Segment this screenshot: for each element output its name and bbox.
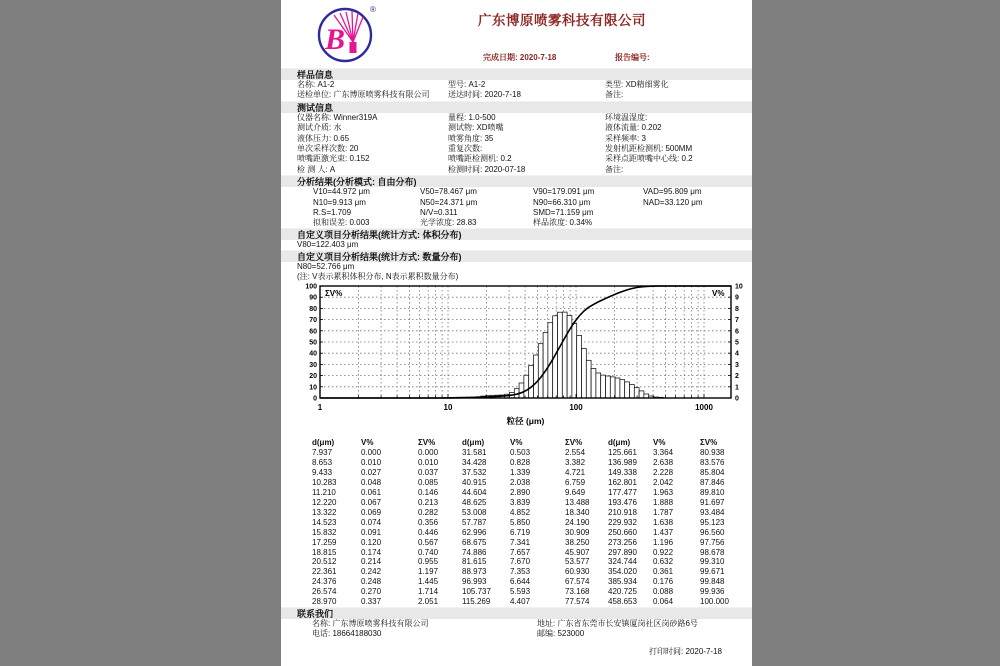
table-cell: 13.488: [565, 497, 590, 507]
svg-text:9: 9: [735, 295, 739, 303]
table-cell: 100.000: [700, 597, 729, 607]
table-cell: 0.356: [418, 517, 439, 527]
table-cell: 0.088: [653, 587, 674, 597]
table-row: [281, 518, 752, 528]
info-field: 发射机距检测机: 500MM: [605, 144, 693, 154]
table-header: ΣV%: [565, 438, 583, 448]
svg-text:90: 90: [309, 295, 317, 303]
info-field: 采样点距喷嘴中心线: 0.2: [605, 154, 693, 164]
table-cell: 2.890: [510, 488, 531, 498]
table-cell: 0.270: [361, 587, 382, 597]
table-cell: 96.560: [700, 527, 725, 537]
table-cell: 22.361: [312, 567, 337, 577]
info-field: 邮编: 523000: [537, 629, 585, 639]
table-cell: 0.000: [361, 448, 382, 458]
table-row: [281, 478, 752, 488]
table-cell: 8.653: [312, 458, 333, 468]
table-row: [281, 587, 752, 597]
info-field: 备注:: [605, 164, 624, 174]
particle-size-distribution-chart: [281, 282, 752, 434]
info-field: [643, 218, 752, 228]
table-cell: 68.675: [462, 537, 487, 547]
svg-text:10: 10: [309, 384, 317, 392]
table-header: ΣV%: [418, 438, 436, 448]
info-field: 备注:: [605, 90, 624, 100]
table-header: V%: [510, 438, 523, 448]
table-cell: 98.678: [700, 547, 725, 557]
svg-text:100: 100: [305, 283, 317, 291]
table-cell: 0.337: [361, 597, 382, 607]
table-cell: 87.846: [700, 478, 725, 488]
table-cell: 3.382: [565, 458, 586, 468]
table-cell: 0.361: [653, 567, 674, 577]
table-cell: 44.604: [462, 488, 487, 498]
table-cell: 5.593: [510, 587, 531, 597]
info-field: SMD=71.159 μm: [533, 207, 594, 217]
table-row: [281, 557, 752, 567]
distribution-note: (注: V表示累积体积分布, N表示累积数量分布): [297, 272, 459, 282]
table-row: [281, 508, 752, 518]
info-field: V90=179.091 μm: [533, 187, 595, 197]
info-field: 单次采样次数: 20: [297, 144, 359, 154]
table-cell: 0.067: [361, 497, 382, 507]
table-cell: 385.934: [608, 577, 637, 587]
table-cell: 81.615: [462, 557, 487, 567]
table-cell: 77.574: [565, 597, 590, 607]
table-header: V%: [653, 438, 666, 448]
table-cell: 67.574: [565, 577, 590, 587]
table-cell: 250.660: [608, 527, 637, 537]
table-cell: 31.581: [462, 448, 487, 458]
table-cell: 7.670: [510, 557, 531, 567]
table-cell: 2.638: [653, 458, 674, 468]
table-cell: 0.027: [361, 468, 382, 478]
svg-text:1: 1: [317, 403, 323, 413]
table-cell: 458.653: [608, 597, 637, 607]
info-field: 送检单位: 广东博原喷雾科技有限公司: [297, 90, 430, 100]
complete-date: [483, 52, 556, 63]
table-cell: 0.740: [418, 547, 439, 557]
info-field: 光学浓度: 28.83: [420, 218, 477, 228]
table-cell: 62.996: [462, 527, 487, 537]
table-row: [281, 548, 752, 558]
info-field: V50=78.467 μm: [420, 187, 477, 197]
svg-text:50: 50: [309, 339, 317, 347]
table-cell: 11.210: [312, 488, 336, 498]
table-cell: 99.936: [700, 587, 725, 597]
right-axis-legend: V%: [712, 289, 725, 299]
info-field: [643, 208, 752, 218]
table-row: [281, 488, 752, 498]
table-cell: 0.064: [653, 597, 674, 607]
table-cell: 2.554: [565, 448, 586, 458]
table-cell: 74.886: [462, 547, 487, 557]
table-cell: 177.477: [608, 488, 637, 498]
table-cell: 0.955: [418, 557, 439, 567]
table-header: d(μm): [608, 438, 631, 448]
table-row: [281, 538, 752, 548]
info-field: V10=44.972 μm: [313, 187, 370, 197]
table-cell: 80.938: [700, 448, 725, 458]
table-row: [281, 597, 752, 607]
section-title-contact: 联系我们: [281, 607, 752, 619]
registered-mark-icon: ®: [370, 5, 376, 14]
table-cell: 1.437: [653, 527, 674, 537]
table-cell: 0.037: [418, 468, 439, 478]
table-cell: 17.259: [312, 537, 337, 547]
table-cell: 0.828: [510, 458, 531, 468]
table-cell: 93.484: [700, 507, 725, 517]
contact-fields: [281, 619, 752, 640]
info-field: N/V=0.311: [420, 207, 458, 217]
table-cell: 13.322: [312, 507, 337, 517]
info-field: N90=66.310 μm: [533, 197, 591, 207]
table-cell: 1.787: [653, 507, 674, 517]
info-field: 液体压力: 0.65: [297, 133, 350, 143]
x-axis-title: 粒径 (μm): [506, 416, 545, 427]
company-name: 广东博原喷雾科技有限公司: [478, 13, 646, 28]
section-title-analysis-result: 分析结果(分析模式: 自由分布): [281, 175, 752, 187]
left-axis-labels: [305, 284, 317, 403]
table-cell: 105.737: [462, 587, 491, 597]
svg-text:0: 0: [735, 395, 739, 403]
table-cell: 2.051: [418, 597, 439, 607]
report-number-label: 报告编号:: [615, 53, 650, 62]
sample-info-fields: [281, 80, 752, 101]
table-cell: 3.364: [653, 448, 674, 458]
table-cell: 20.512: [312, 557, 337, 567]
info-field: R.S=1.709: [313, 207, 352, 217]
svg-text:10: 10: [735, 283, 743, 291]
table-cell: 4.407: [510, 597, 531, 607]
svg-text:6: 6: [735, 328, 739, 336]
table-cell: 24.190: [565, 517, 590, 527]
table-cell: 0.922: [653, 547, 674, 557]
test-info-fields: [281, 113, 752, 175]
svg-text:60: 60: [309, 328, 317, 336]
table-cell: 10.283: [312, 478, 337, 488]
print-time: [281, 646, 752, 657]
table-cell: 99.848: [700, 577, 725, 587]
table-cell: 0.074: [361, 517, 382, 527]
table-cell: 96.993: [462, 577, 487, 587]
print-time-label: 打印时间:: [649, 646, 684, 656]
table-cell: 0.213: [418, 497, 439, 507]
distribution-table: [281, 437, 752, 607]
histogram-bars: [442, 313, 663, 399]
info-field: VAD=95.809 μm: [643, 187, 702, 197]
info-field: N10=9.913 μm: [313, 197, 366, 207]
info-field: 名称: A1-2: [297, 80, 335, 89]
info-field: 地址: 广东省东莞市长安镇厦岗社区岗砂路6号: [537, 618, 698, 628]
table-cell: 18.815: [312, 547, 337, 557]
table-cell: 1.339: [510, 468, 531, 478]
table-cell: 149.338: [608, 468, 637, 478]
print-time-value: 2020-7-18: [685, 646, 722, 656]
svg-text:4: 4: [735, 351, 739, 359]
table-cell: 0.503: [510, 448, 531, 458]
report-header: [281, 0, 752, 68]
table-cell: 7.657: [510, 547, 531, 557]
svg-text:30: 30: [309, 362, 317, 370]
info-field: 喷嘴距检测机: 0.2: [448, 154, 512, 164]
table-cell: 1.445: [418, 577, 439, 587]
table-cell: 0.632: [653, 557, 674, 567]
table-cell: 45.907: [565, 547, 590, 557]
svg-text:8: 8: [735, 306, 739, 314]
svg-text:7: 7: [735, 317, 739, 325]
table-cell: 1.963: [653, 488, 674, 498]
info-field: 采样频率: 3: [605, 133, 646, 143]
table-cell: 7.341: [510, 537, 531, 547]
table-header: V%: [361, 438, 374, 448]
svg-text:2: 2: [735, 373, 739, 381]
table-cell: 48.625: [462, 497, 487, 507]
table-cell: 3.839: [510, 497, 531, 507]
info-field: 测试介质: 水: [297, 123, 342, 133]
complete-date-value: 2020-7-18: [519, 53, 557, 62]
info-field: 送达时间: 2020-7-18: [448, 90, 521, 100]
table-cell: 4.852: [510, 507, 531, 517]
table-cell: 88.973: [462, 567, 487, 577]
custom-volume-value: V80=122.403 μm: [297, 240, 359, 250]
table-cell: 0.446: [418, 527, 439, 537]
section-title-custom-number: 自定义项目分析结果(统计方式: 数量分布): [281, 250, 752, 262]
table-cell: 38.250: [565, 537, 590, 547]
table-cell: 6.644: [510, 577, 531, 587]
table-cell: 14.523: [312, 517, 337, 527]
svg-text:10: 10: [443, 403, 453, 413]
table-cell: 73.168: [565, 587, 590, 597]
svg-text:0: 0: [313, 395, 317, 403]
table-cell: 1.197: [418, 567, 439, 577]
table-cell: 0.010: [361, 458, 382, 468]
table-cell: 89.810: [700, 488, 725, 498]
svg-text:80: 80: [309, 306, 317, 314]
info-field: 检测时间: 2020-07-18: [448, 164, 526, 174]
info-field: 量程: 1.0-500: [448, 112, 496, 122]
info-field: 检 测 人: A: [297, 164, 336, 174]
table-cell: 53.577: [565, 557, 590, 567]
svg-text:1: 1: [735, 384, 739, 392]
table-cell: 2.228: [653, 468, 674, 478]
table-cell: 0.282: [418, 507, 439, 517]
table-cell: 1.196: [653, 537, 674, 547]
info-field: 类型: XD精细雾化: [605, 80, 669, 89]
table-cell: 34.428: [462, 458, 487, 468]
report-page: [281, 0, 752, 666]
logo-letter: B: [325, 23, 346, 56]
table-row: [281, 448, 752, 458]
table-cell: 297.890: [608, 547, 637, 557]
company-logo: [317, 3, 379, 65]
table-row: [281, 567, 752, 577]
info-field: 环境温湿度:: [605, 112, 648, 122]
info-field: 仪器名称: Winner319A: [297, 112, 378, 122]
table-cell: 7.937: [312, 448, 333, 458]
table-cell: 1.714: [418, 587, 439, 597]
table-header: ΣV%: [700, 438, 718, 448]
table-cell: 18.340: [565, 507, 590, 517]
table-cell: 9.649: [565, 488, 586, 498]
table-cell: 40.915: [462, 478, 487, 488]
table-cell: 2.038: [510, 478, 531, 488]
svg-text:1000: 1000: [695, 403, 713, 413]
table-cell: 12.220: [312, 497, 337, 507]
table-cell: 324.744: [608, 557, 637, 567]
svg-text:3: 3: [735, 362, 739, 370]
table-cell: 0.214: [361, 557, 382, 567]
table-cell: 210.918: [608, 507, 637, 517]
table-cell: 193.476: [608, 497, 637, 507]
table-cell: 0.248: [361, 577, 382, 587]
info-field: 重复次数:: [448, 144, 483, 154]
table-cell: 26.574: [312, 587, 337, 597]
table-row: [281, 577, 752, 587]
table-cell: 5.850: [510, 517, 531, 527]
section-title-sample-info: 样品信息: [281, 68, 752, 80]
info-field: 喷雾角度: 35: [448, 133, 494, 143]
table-cell: 0.091: [361, 527, 382, 537]
table-cell: 99.310: [700, 557, 725, 567]
table-cell: 0.176: [653, 577, 674, 587]
table-cell: 0.242: [361, 567, 382, 577]
table-cell: 37.532: [462, 468, 487, 478]
info-field: N50=24.371 μm: [420, 197, 478, 207]
svg-text:100: 100: [569, 403, 583, 413]
table-row: [281, 458, 752, 468]
table-cell: 83.576: [700, 458, 725, 468]
table-cell: 125.661: [608, 448, 637, 458]
info-field: 电话: 18664188030: [312, 629, 382, 639]
info-field: 名称: 广东博原喷雾科技有限公司: [312, 618, 429, 628]
complete-date-label: 完成日期:: [483, 53, 518, 62]
info-field: 拟和误差: 0.003: [313, 218, 370, 228]
table-cell: 2.042: [653, 478, 674, 488]
table-cell: 95.123: [700, 517, 725, 527]
table-cell: 6.759: [565, 478, 586, 488]
info-field: NAD=33.120 μm: [643, 197, 703, 207]
report-number: [615, 52, 650, 63]
info-field: 液体流量: 0.202: [605, 123, 662, 133]
table-cell: 0.146: [418, 488, 439, 498]
table-cell: 1.888: [653, 497, 674, 507]
section-title-custom-volume: 自定义项目分析结果(统计方式: 体积分布): [281, 228, 752, 240]
left-axis-legend: ΣV%: [325, 289, 343, 299]
nozzle-icon: [350, 42, 357, 53]
table-cell: 162.801: [608, 478, 637, 488]
table-cell: 9.433: [312, 468, 333, 478]
table-cell: 57.787: [462, 517, 487, 527]
analysis-result-fields: [281, 187, 752, 228]
table-cell: 0.061: [361, 488, 382, 498]
table-cell: 0.000: [418, 448, 439, 458]
table-cell: 0.010: [418, 458, 439, 468]
svg-text:5: 5: [735, 339, 739, 347]
table-cell: 0.085: [418, 478, 439, 488]
table-cell: 30.909: [565, 527, 590, 537]
table-cell: 15.832: [312, 527, 337, 537]
info-field: 喷嘴距激光束: 0.152: [297, 154, 370, 164]
table-header: d(μm): [462, 438, 485, 448]
table-cell: 0.048: [361, 478, 382, 488]
table-cell: 0.069: [361, 507, 382, 517]
svg-text:70: 70: [309, 317, 317, 325]
table-cell: 6.719: [510, 527, 531, 537]
info-field: 型号: A1-2: [448, 80, 486, 89]
table-cell: 420.725: [608, 587, 637, 597]
svg-text:20: 20: [309, 373, 317, 381]
table-cell: 53.008: [462, 507, 487, 517]
table-cell: 7.353: [510, 567, 531, 577]
table-cell: 354.020: [608, 567, 637, 577]
table-cell: 0.567: [418, 537, 439, 547]
table-row: [281, 528, 752, 538]
info-field: 样品浓度: 0.34%: [533, 218, 593, 228]
custom-number-value: N80=52.766 μm: [297, 262, 355, 272]
table-cell: 0.174: [361, 547, 382, 557]
table-cell: 97.756: [700, 537, 725, 547]
table-cell: 115.269: [462, 597, 491, 607]
table-cell: 24.376: [312, 577, 337, 587]
svg-text:40: 40: [309, 351, 317, 359]
table-header: d(μm): [312, 438, 335, 448]
table-cell: 136.989: [608, 458, 637, 468]
table-cell: 91.697: [700, 497, 725, 507]
table-cell: 28.970: [312, 597, 337, 607]
table-cell: 0.120: [361, 537, 382, 547]
table-cell: 85.804: [700, 468, 725, 478]
section-title-test-info: 测试信息: [281, 101, 752, 113]
table-cell: 1.638: [653, 517, 674, 527]
table-cell: 273.256: [608, 537, 637, 547]
table-cell: 4.721: [565, 468, 586, 478]
x-axis-labels: [318, 403, 714, 412]
table-row: [281, 498, 752, 508]
table-cell: 60.930: [565, 567, 590, 577]
table-cell: 229.932: [608, 517, 637, 527]
info-field: 测试物: XD喷嘴: [448, 123, 504, 133]
table-row: [281, 468, 752, 478]
table-cell: 99.671: [700, 567, 725, 577]
right-axis-labels: [735, 284, 743, 403]
